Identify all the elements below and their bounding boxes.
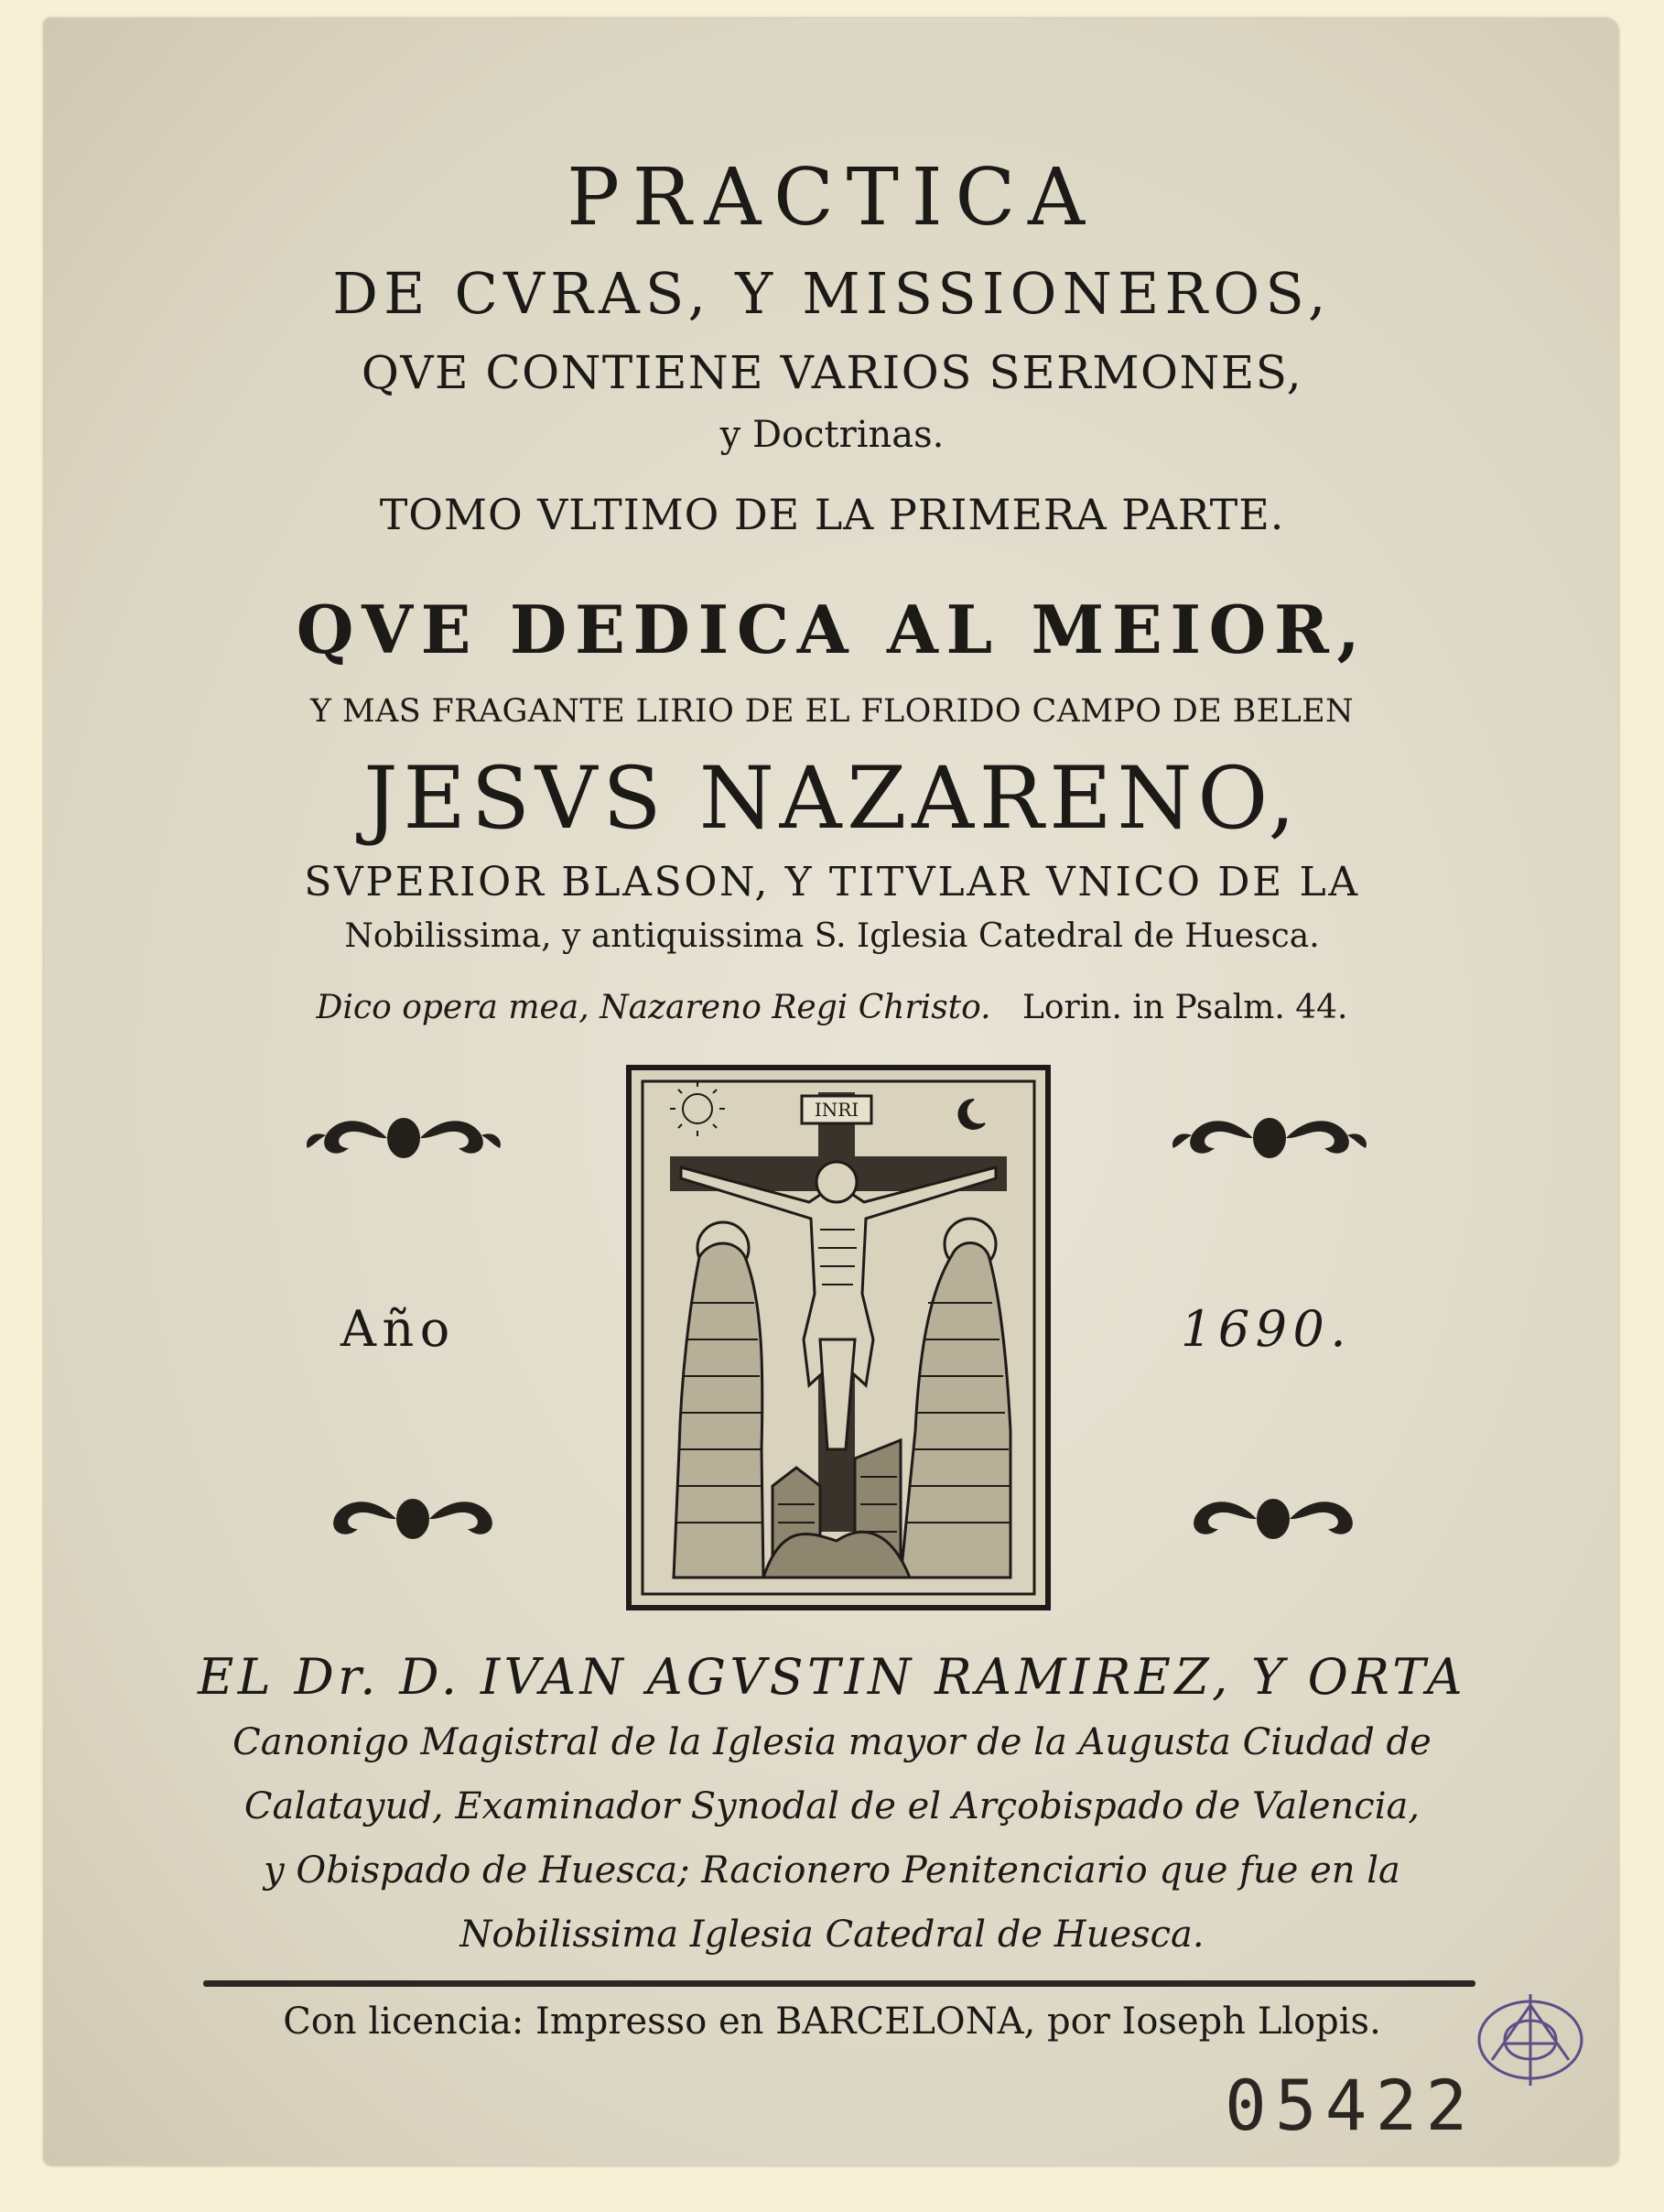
dedication-line-4: Nobilissima, y antiquissima S. Iglesia Catedral de Huesca. xyxy=(344,917,1320,955)
epigraph-source: Lorin. in Psalm. 44. xyxy=(1021,989,1348,1026)
imprint: Con licencia: Impresso en BARCELONA, por Ioseph Llopis. xyxy=(283,2001,1381,2043)
volume-line: TOMO VLTIMO DE LA PRIMERA PARTE. xyxy=(379,490,1285,539)
author-name: EL Dr. D. IVAN AGVSTIN RAMIREZ, Y ORTA xyxy=(198,1648,1466,1706)
woodcut-inscription: INRI xyxy=(814,1099,859,1121)
crucifixion-woodcut xyxy=(626,1065,1051,1610)
dedication-line-3: SVPERIOR BLASON, Y TITVLAR VNICO DE LA xyxy=(304,859,1360,905)
ornament-top-left xyxy=(298,1108,509,1168)
dedication-line-1: QVE DEDICA AL MEIOR, xyxy=(296,591,1368,668)
ornament-bottom-right xyxy=(1168,1489,1378,1549)
title-line-4: y Doctrinas. xyxy=(719,414,945,456)
library-stamp xyxy=(1464,1987,1597,2092)
author-line-2: Calatayud, Examinador Synodal de el Arçobispado de Valencia, xyxy=(243,1785,1421,1827)
dedication-name: JESVS NAZARENO, xyxy=(363,749,1301,849)
year-value: 1690. xyxy=(1181,1300,1352,1358)
title-line-1: PRACTICA xyxy=(567,152,1097,244)
year-label: Año xyxy=(340,1300,456,1358)
epigraph xyxy=(0,989,1664,1026)
shelfmark: 05422 xyxy=(1225,2065,1476,2146)
imprint-rule xyxy=(203,1980,1475,1987)
epigraph-quote: Dico opera mea, Nazareno Regi Christo. xyxy=(316,989,991,1026)
ornament-top-right xyxy=(1164,1108,1375,1168)
title-line-3: QVE CONTIENE VARIOS SERMONES, xyxy=(361,346,1303,399)
dedication-line-2: Y MAS FRAGANTE LIRIO DE EL FLORIDO CAMPO DE BELEN xyxy=(309,693,1355,730)
author-line-3: y Obispado de Huesca; Racionero Penitenciario que fue en la xyxy=(264,1849,1400,1892)
title-line-2: DE CVRAS, Y MISSIONEROS, xyxy=(332,260,1332,327)
author-line-4: Nobilissima Iglesia Catedral de Huesca. xyxy=(459,1914,1205,1956)
author-line-1: Canonigo Magistral de la Iglesia mayor de la Augusta Ciudad de xyxy=(232,1721,1432,1763)
ornament-bottom-left xyxy=(308,1489,518,1549)
